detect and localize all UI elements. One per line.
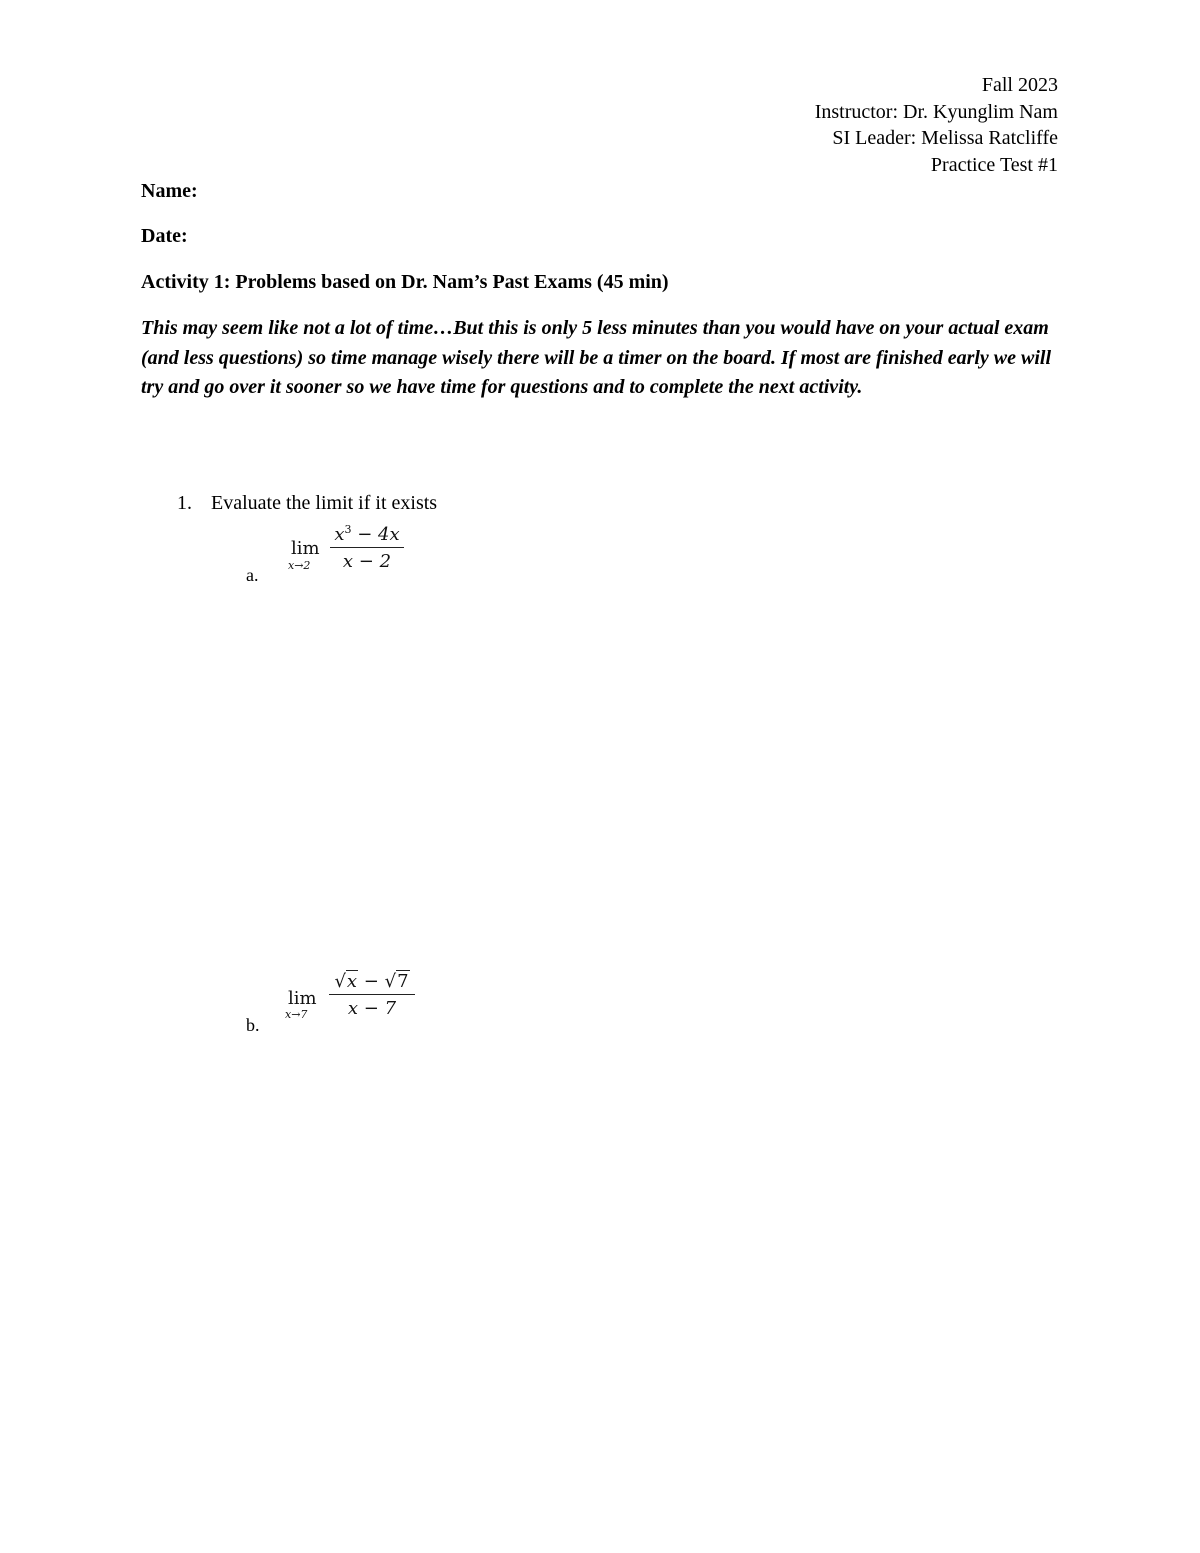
question-prompt: Evaluate the limit if it exists [211, 492, 438, 514]
part-b-label: b. [246, 1015, 260, 1035]
activity-instructions: This may seem like not a lot of time…But this is only 5 less minutes than you would have on your actual exam (and less questions) so time manage wisely there will be a timer on the board. If most are finished early we will try and go over it sooner so we have time for questions and to complete the next activity. [141, 317, 1052, 398]
fraction-bar [330, 547, 404, 548]
radical-sign: √ [334, 971, 346, 992]
activity-title: Activity 1: Problems based on Dr. Nam’s Past Exams (45 min) [141, 271, 669, 293]
fraction-a [330, 523, 404, 572]
numerator-exponent: 3 [344, 523, 352, 536]
fraction-bar [329, 994, 415, 995]
limit-expression-a [288, 522, 418, 582]
test-title: Practice Test #1 [930, 153, 1058, 176]
part-a-label: a. [246, 565, 259, 585]
date-field-label: Date: [141, 225, 188, 247]
radicand-right: 7 [397, 971, 409, 992]
numerator-b [329, 971, 415, 992]
lim-operator: lim [288, 988, 317, 1009]
question-1 [177, 492, 437, 515]
name-field-label: Name: [141, 180, 198, 202]
denominator-a: x − 2 [342, 551, 392, 572]
term-label: Fall 2023 [981, 74, 1058, 96]
radical-sign: √ [384, 971, 397, 992]
numerator-a [330, 523, 404, 545]
denominator-b: x − 7 [347, 998, 397, 1019]
question-number: 1. [177, 492, 192, 514]
numerator-rest: − 4x [351, 524, 400, 545]
si-leader-label: SI Leader: Melissa Ratcliffe [832, 127, 1058, 149]
header-block [815, 72, 1058, 178]
instructor-label: Instructor: Dr. Kyunglim Nam [814, 100, 1058, 123]
lim-operator: lim [291, 538, 320, 559]
radicand-left: x [346, 971, 358, 992]
lim-subscript: x→2 [288, 559, 311, 572]
fraction-b [329, 971, 415, 1019]
numerator-base: x [334, 524, 345, 545]
lim-subscript: x→7 [285, 1008, 308, 1021]
numerator-operator: − [358, 971, 385, 992]
limit-expression-b [285, 969, 425, 1029]
